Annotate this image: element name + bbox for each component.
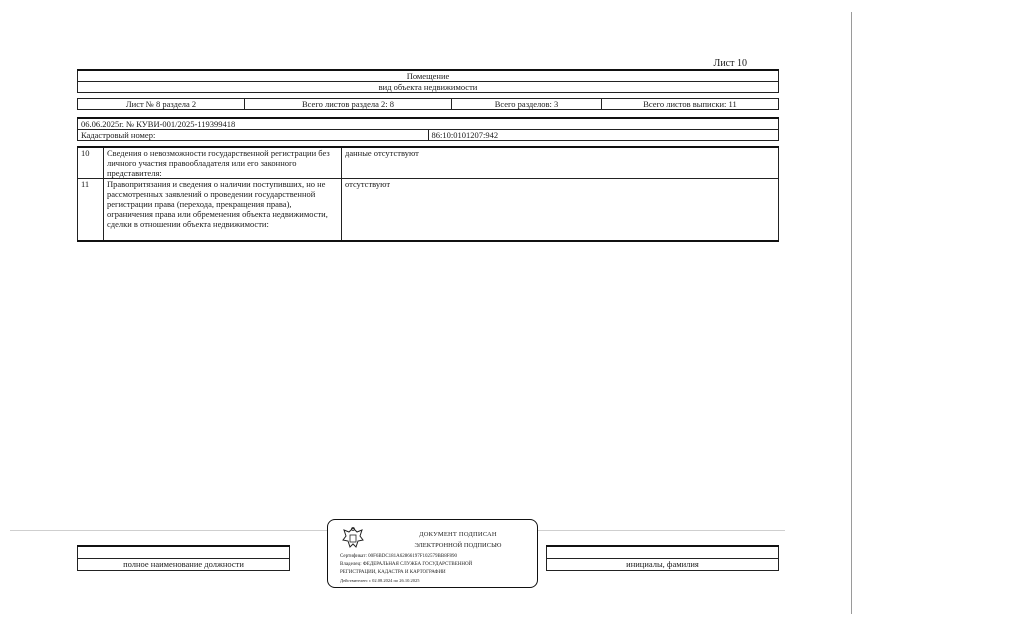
stamp-owner-line2: РЕГИСТРАЦИИ, КАДАСТРА И КАРТОГРАФИИ [340,570,446,575]
stamp-subtitle: ЭЛЕКТРОННОЙ ПОДПИСЬЮ [414,542,502,549]
stamp-certificate: Сертификат: 00F6BDC181A62866197F102579BB8F890 [340,554,457,559]
name-label: инициалы, фамилия [547,559,779,571]
position-label: полное наименование должности [78,559,290,571]
item-description: Правопритязания и сведения о наличии поступивших, но не рассмотренных заявлений о проведении государственной регистрации права (перехода, прекращения права), ограничения права или обременения объекта недвижимости, сделки в отношении объекта недвижимости: [104,179,342,242]
page-edge-line [851,12,852,614]
registration-date-number: 06.06.2025г. № КУВИ-001/2025-119399418 [78,118,779,130]
sheet-of-section: Лист № 8 раздела 2 [78,99,245,110]
table-row [78,147,779,179]
item-number: 10 [78,147,104,179]
object-type: Помещение [78,70,779,82]
item-value: данные отсутствуют [342,147,779,179]
items-table [77,146,779,242]
position-blank [78,546,290,559]
item-number: 11 [78,179,104,242]
stamp-validity: Действителен: с 02.08.2024 по 26.10.2025 [340,578,420,583]
object-kind: вид объекта недвижимости [78,82,779,93]
total-sheets-extract: Всего листов выписки: 11 [602,99,779,110]
table-row [78,179,779,242]
coat-of-arms-icon [340,525,366,551]
electronic-signature-stamp [327,519,538,588]
item-value: отсутствуют [342,179,779,242]
item-description: Сведения о невозможности государственной регистрации без личного участия правообладателя или его законного представителя: [104,147,342,179]
stamp-owner-line1: Владелец: ФЕДЕРАЛЬНАЯ СЛУЖБА ГОСУДАРСТВЕННОЙ [340,562,473,567]
cadastral-value: 86:10:0101207:942 [428,130,779,141]
stamp-title: ДОКУМЕНТ ПОДПИСАН [419,531,497,538]
registration-table [77,117,779,141]
cadastral-label: Кадастровый номер: [78,130,429,141]
name-blank [547,546,779,559]
object-header-table [77,69,779,93]
total-sheets-section: Всего листов раздела 2: 8 [245,99,452,110]
sheet-number: Лист 10 [713,58,747,69]
section-meta-table [77,98,779,110]
total-sections: Всего разделов: 3 [452,99,602,110]
